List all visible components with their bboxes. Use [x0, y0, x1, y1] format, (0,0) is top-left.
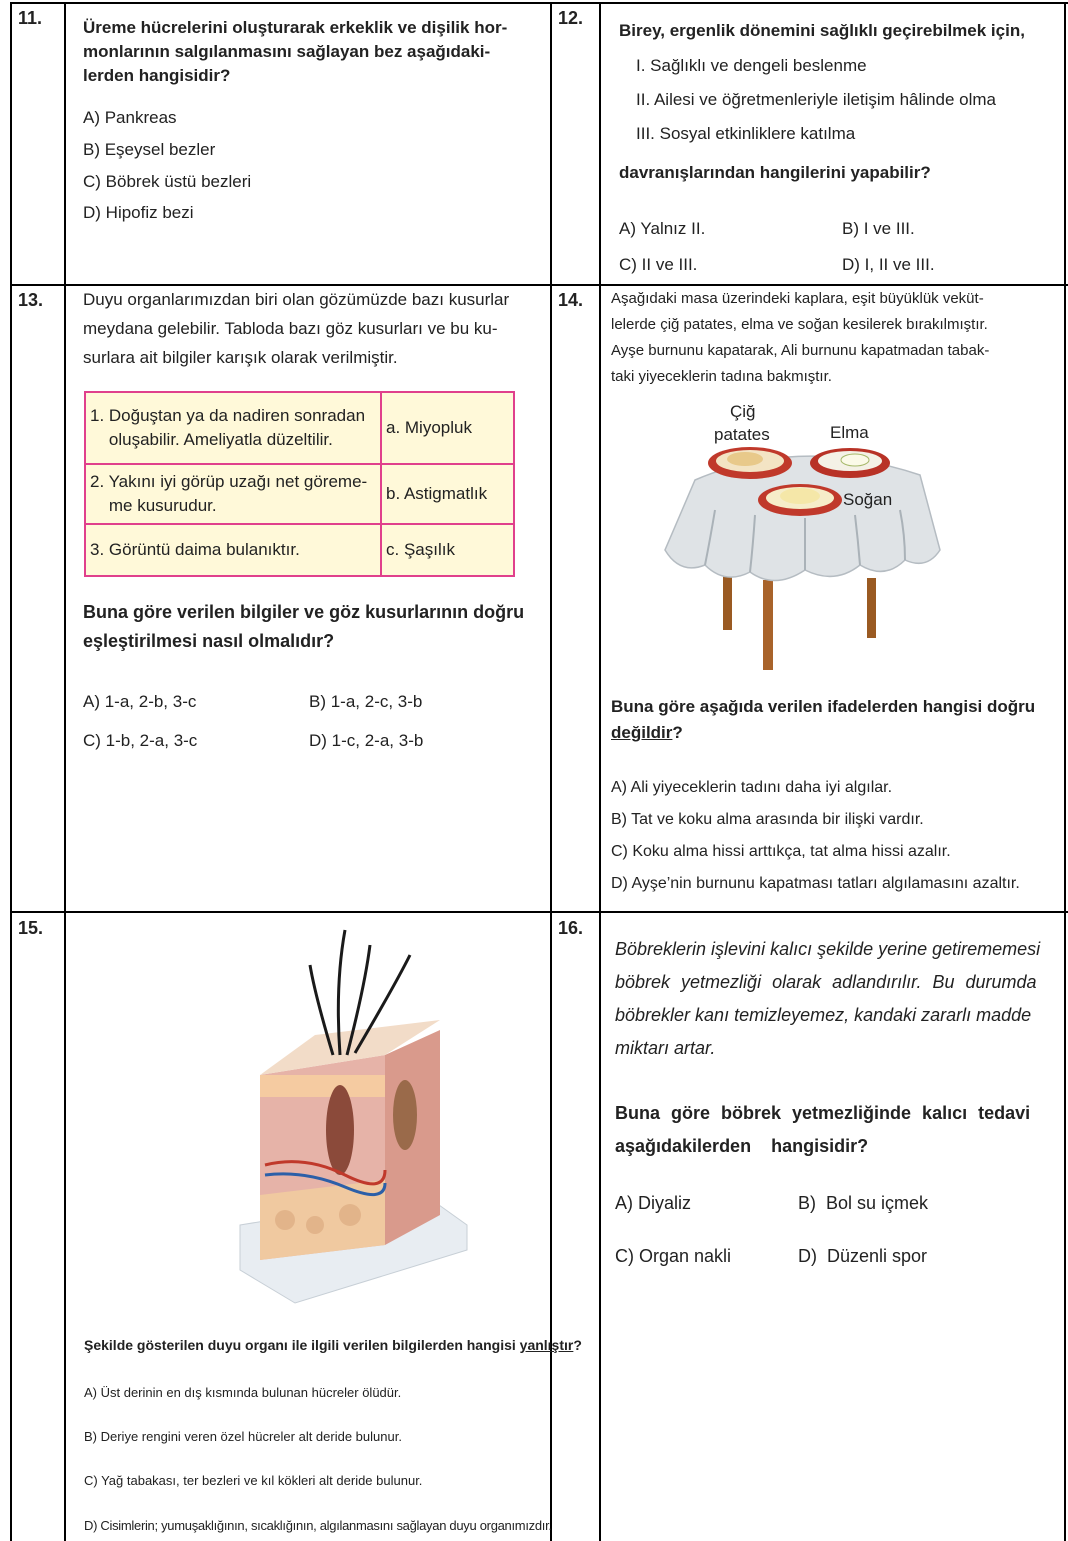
cell-line: 3. Görüntü daima bulanıktır. — [90, 540, 300, 559]
q12-option-c: C) II ve III. — [619, 255, 698, 274]
q15-option-c: C) Yağ tabakası, ter bezleri ve kıl kökleri alt deride bulunur. — [84, 1473, 423, 1488]
question-14-number: 14. — [558, 290, 584, 310]
eye-defects-table — [84, 391, 515, 577]
q13-option-c: C) 1-b, 2-a, 3-c — [83, 731, 198, 750]
q13-question-line: eşleştirilmesi nasıl olmalıdır? — [83, 631, 335, 651]
table-cell-info — [85, 524, 381, 576]
q15-question-text: Şekilde gösterilen duyu organı ile ilgili verilen bilgilerden hangisi — [84, 1337, 520, 1353]
question-11-number: 11. — [18, 8, 43, 28]
q12-item-2: II. Ailesi ve öğretmenleriyle iletişim hâlinde olma — [636, 90, 996, 109]
table-row — [85, 464, 514, 524]
table-row — [85, 392, 514, 464]
apple-label: Elma — [830, 423, 869, 442]
q16-intro-line: miktarı artar. — [615, 1038, 716, 1058]
q16-option-c: C) Organ nakli — [615, 1246, 732, 1266]
q13-question-line: Buna göre verilen bilgiler ve göz kusurlarının doğru — [83, 602, 525, 622]
q16-intro-line: böbrek yetmezliği olarak adlandırılır. Bu durumda — [615, 972, 1037, 992]
potato-label-line1: Çiğ — [730, 402, 756, 421]
q11-option-d: D) Hipofiz bezi — [83, 203, 194, 222]
table-leg — [763, 580, 773, 670]
q14-intro-line: taki yiyeceklerin tadına bakmıştır. — [611, 368, 832, 385]
cell-line: me kusurudur. — [90, 496, 217, 515]
q13-option-b: B) 1-a, 2-c, 3-b — [309, 692, 423, 711]
q16-option-b: B) Bol su içmek — [798, 1193, 929, 1213]
cell-line: oluşabilir. Ameliyatla düzeltilir. — [90, 430, 333, 449]
table-leg — [723, 575, 732, 630]
q15-option-b: B) Deriye rengini veren özel hücreler alt deride bulunur. — [84, 1429, 402, 1444]
grid-line-right — [1064, 2, 1066, 1541]
table-cell-defect: b. Astigmatlık — [381, 464, 514, 524]
grid-line-col-1 — [64, 2, 66, 1541]
q15-question-negation: yanlıştır — [519, 1337, 574, 1353]
q14-option-a: A) Ali yiyeceklerin tadını daha iyi algılar. — [611, 779, 893, 796]
q16-question-line: Buna göre böbrek yetmezliğinde kalıcı tedavi — [615, 1103, 1031, 1123]
hair-follicle — [326, 1085, 354, 1175]
q14-option-b: B) Tat ve koku alma arasında bir ilişki vardır. — [611, 811, 924, 828]
q14-option-d: D) Ayşe’nin burnunu kapatması tatları algılamasını azaltır. — [611, 875, 1020, 892]
grid-line-row-1 — [10, 284, 1068, 286]
q13-intro-line: meydana gelebilir. Tabloda bazı göz kusurları ve bu ku- — [83, 319, 498, 338]
grid-line-row-2 — [10, 911, 1068, 913]
q13-option-a: A) 1-a, 2-b, 3-c — [83, 692, 197, 711]
fat-cell — [306, 1216, 324, 1234]
q14-intro-line: Aşağıdaki masa üzerindeki kaplara, eşit büyüklük veküt- — [611, 290, 984, 307]
question-12-number: 12. — [558, 8, 584, 28]
question-15-number: 15. — [18, 918, 44, 938]
q16-intro-line: Böbreklerin işlevini kalıcı şekilde yerine getirememesi — [615, 939, 1041, 959]
q14-question-line2 — [611, 721, 683, 745]
apple-slice — [841, 454, 869, 466]
q16-option-d: D) Düzenli spor — [798, 1246, 928, 1266]
q13-intro-line: surlara ait bilgiler karışık olarak verilmiştir. — [83, 348, 398, 367]
table-leg — [867, 578, 876, 638]
q15-question — [84, 1333, 582, 1357]
potato-label-line2: patates — [714, 425, 770, 444]
table-cell-info — [85, 464, 381, 524]
q14-option-c: C) Koku alma hissi arttıkça, tat alma hissi azalır. — [611, 843, 951, 860]
q12-option-b: B) I ve III. — [842, 219, 915, 238]
q15-option-a: A) Üst derinin en dış kısmında bulunan hücreler ölüdür. — [84, 1385, 402, 1400]
potato-slice — [727, 452, 763, 466]
q11-option-b: B) Eşeysel bezler — [83, 140, 216, 159]
q11-option-a: A) Pankreas — [83, 108, 177, 127]
q12-item-1: I. Sağlıklı ve dengeli beslenme — [636, 56, 867, 75]
table-with-plates-illustration — [655, 400, 945, 675]
q11-option-c: C) Böbrek üstü bezleri — [83, 172, 252, 191]
q14-question-mark: ? — [672, 723, 683, 742]
q15-option-d: D) Cisimlerin; yumuşaklığının, sıcaklığının, algılanmasını sağlayan duyu organımızdır. — [84, 1518, 552, 1533]
q16-question-line: aşağıdakilerden hangisidir? — [615, 1136, 869, 1156]
q16-intro-line: böbrekler kanı temizleyemez, kandaki zararlı madde — [615, 1005, 1032, 1025]
q14-intro-line: lelerde çiğ patates, elma ve soğan kesilerek bırakılmıştır. — [611, 316, 988, 333]
q14-question-line1: Buna göre aşağıda verilen ifadelerden hangisi doğru — [611, 697, 1036, 716]
table-cell-defect: a. Miyopluk — [381, 392, 514, 464]
q11-stem-line: Üreme hücrelerini oluşturarak erkeklik ve dişilik hor- — [83, 18, 508, 37]
q15-question-mark: ? — [573, 1337, 582, 1353]
q12-question: davranışlarından hangilerini yapabilir? — [619, 163, 931, 182]
table-cell-info — [85, 392, 381, 464]
epidermis-layer — [260, 1075, 385, 1097]
grid-line-left — [10, 2, 12, 1541]
fat-cell — [275, 1210, 295, 1230]
q12-stem: Birey, ergenlik dönemini sağlıklı geçirebilmek için, — [619, 21, 1025, 40]
onion-label: Soğan — [843, 490, 893, 509]
q14-intro-line: Ayşe burnunu kapatarak, Ali burnunu kapatmadan tabak- — [611, 342, 990, 359]
skin-model-illustration — [235, 925, 475, 1310]
sweat-gland — [393, 1080, 417, 1150]
grid-line-col-3 — [599, 2, 601, 1541]
table-cell-defect: c. Şaşılık — [381, 524, 514, 576]
question-13-number: 13. — [18, 290, 44, 310]
q11-stem-line: lerden hangisidir? — [83, 66, 231, 85]
q16-option-a: A) Diyaliz — [615, 1193, 692, 1213]
cell-line: 2. Yakını iyi görüp uzağı net göreme- — [90, 472, 368, 491]
grid-line-col-2 — [550, 2, 552, 1541]
q12-item-3: III. Sosyal etkinliklere katılma — [636, 124, 856, 143]
table-row — [85, 524, 514, 576]
q14-question-negation: değildir — [611, 723, 673, 742]
fat-cell — [339, 1204, 361, 1226]
q12-option-d: D) I, II ve III. — [842, 255, 935, 274]
question-16-number: 16. — [558, 918, 584, 938]
cell-line: 1. Doğuştan ya da nadiren sonradan — [90, 406, 366, 425]
q11-stem-line: monlarının salgılanmasını sağlayan bez aşağıdaki- — [83, 42, 491, 61]
q12-option-a: A) Yalnız II. — [619, 219, 706, 238]
onion-slice — [780, 488, 820, 504]
q13-intro-line: Duyu organlarımızdan biri olan gözümüzde bazı kusurlar — [83, 290, 510, 309]
q13-option-d: D) 1-c, 2-a, 3-b — [309, 731, 424, 750]
grid-line-top — [10, 2, 1068, 4]
